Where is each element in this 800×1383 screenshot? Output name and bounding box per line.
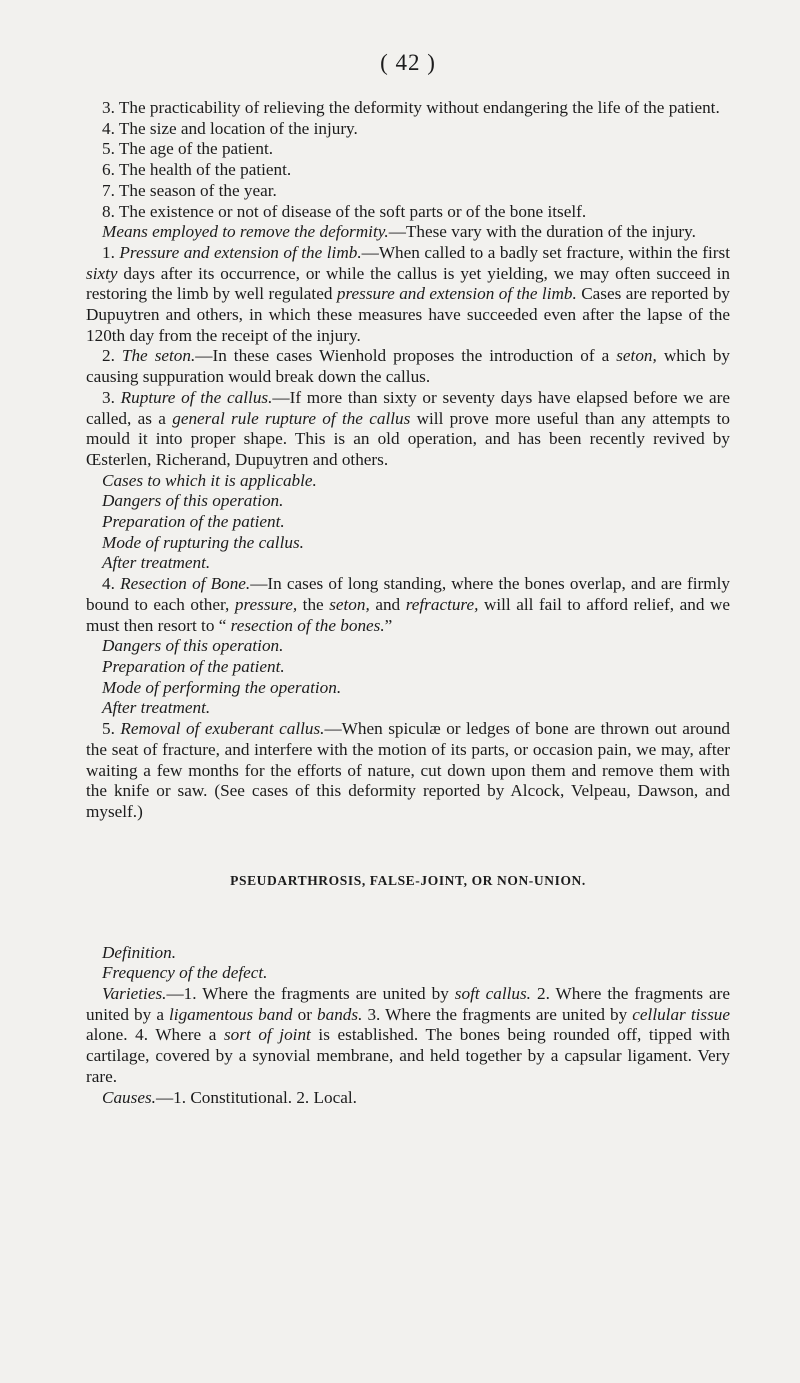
varieties-text: 2. Where the fragments are united by a xyxy=(86,984,731,1024)
subheading-dangers: Dangers of this operation. xyxy=(102,491,284,511)
section-heading: PSEUDARTHROSIS, FALSE-JOINT, OR NON-UNION. xyxy=(230,872,586,888)
varieties-text: —1. Where the fragments are united by xyxy=(166,984,455,1004)
method-1-number: 1. xyxy=(102,242,120,262)
varieties-emphasis: bands. xyxy=(317,1004,363,1024)
method-4-emphasis: pressure, xyxy=(234,594,298,614)
body-text xyxy=(86,98,730,1108)
method-4-emphasis: resection of the bones. xyxy=(230,615,385,635)
subheading-cases: Cases to which it is applicable. xyxy=(102,470,317,490)
list-item-7: 7. The season of the year. xyxy=(102,180,277,200)
method-2-emphasis: seton, xyxy=(616,346,657,366)
subheading-after-treatment: After treatment. xyxy=(102,698,211,718)
method-1-text: days after its occurrence, or while the callus is yet yielding, we may often succeed in restoring the limb by well regulated xyxy=(86,263,730,304)
method-4-text: will all fail to afford relief, and we must then resort to “ xyxy=(86,594,731,635)
subheading-preparation: Preparation of the patient. xyxy=(102,512,285,532)
method-1-text: —When called to a badly set fracture, within the first xyxy=(361,242,730,262)
list-item-3: 3. The practicability of relieving the deformity without endangering the life of the patient. xyxy=(102,98,720,117)
method-1-emphasis: sixty xyxy=(86,263,118,283)
varieties-emphasis: sort of joint xyxy=(223,1025,311,1045)
means-paragraph xyxy=(86,222,730,243)
method-4-number: 4. xyxy=(102,574,121,594)
method-3-text: —If more than sixty or seventy days have elapsed before we are called, as a xyxy=(86,387,730,428)
page-number: ( 42 ) xyxy=(380,50,436,75)
varieties-emphasis: ligamentous band xyxy=(169,1004,293,1024)
method-4-text: —In cases of long standing, where the bones overlap, and are firmly bound to each other, xyxy=(86,574,731,614)
causes-paragraph xyxy=(86,1088,730,1109)
varieties-text: is established. The bones being rounded off, tipped with cartilage, covered by a synovial membrane, and held together by a capsular ligament. Very rare. xyxy=(86,1025,730,1086)
method-1-emphasis: pressure and extension of the limb. xyxy=(336,284,577,304)
method-3-paragraph xyxy=(86,388,730,471)
method-5-title: Removal of exuberant callus. xyxy=(120,719,325,739)
subheading-after-treatment: After treatment. xyxy=(102,553,211,573)
method-3-title: Rupture of the callus. xyxy=(120,387,273,407)
list-item-5: 5. The age of the patient. xyxy=(102,139,274,159)
method-4-text: and xyxy=(369,594,406,614)
method-1-text: Cases are reported by Dupuytren and others, in which these measures have succeeded even after the lapse of the 120th day from the receipt of the injury. xyxy=(86,284,731,345)
varieties-text: 3. Where the fragments are united by xyxy=(362,1004,633,1024)
method-1-title: Pressure and extension of the limb. xyxy=(119,242,362,262)
method-3-text: will prove more useful than any attempts to mould it into proper shape. This is an old operation, and has been recently revived by Œsterlen, Richerand, Dupuytren and others. xyxy=(86,408,730,469)
method-4-title: Resection of Bone. xyxy=(120,574,251,594)
list-item-4: 4. The size and location of the injury. xyxy=(102,118,358,138)
varieties-paragraph xyxy=(86,984,730,1088)
method-2-number: 2. xyxy=(102,346,122,366)
method-4-emphasis: seton, xyxy=(329,594,370,614)
varieties-text: or xyxy=(292,1004,317,1024)
subheading-definition: Definition. xyxy=(102,942,176,962)
means-label: Means employed to remove the deformity. xyxy=(102,222,389,242)
method-5-number: 5. xyxy=(102,719,121,739)
method-4-paragraph xyxy=(86,574,730,636)
method-1-paragraph xyxy=(86,243,730,347)
method-4-text: ” xyxy=(384,615,393,635)
subheading-frequency: Frequency of the defect. xyxy=(102,963,268,983)
method-2-title: The seton. xyxy=(121,346,196,366)
method-4-emphasis: refracture, xyxy=(405,594,479,614)
subheading-mode: Mode of performing the operation. xyxy=(102,677,342,697)
subheading-mode: Mode of rupturing the callus. xyxy=(102,532,304,552)
subheading-dangers: Dangers of this operation. xyxy=(102,636,284,656)
means-text: —These vary with the duration of the injury. xyxy=(388,222,696,242)
causes-label: Causes. xyxy=(102,1087,156,1107)
method-2-paragraph xyxy=(86,346,730,387)
list-item-8: 8. The existence or not of disease of the soft parts or of the bone itself. xyxy=(102,201,587,221)
method-4-text: the xyxy=(297,594,330,614)
varieties-emphasis: cellular tissue xyxy=(632,1004,730,1024)
varieties-label: Varieties. xyxy=(102,984,167,1004)
subheading-preparation: Preparation of the patient. xyxy=(102,656,285,676)
method-2-text: —In these cases Wienhold proposes the introduction of a xyxy=(195,346,617,366)
method-2-text: which by causing suppuration would break down the callus. xyxy=(86,346,731,387)
list-item-6: 6. The health of the patient. xyxy=(102,160,292,180)
varieties-emphasis: soft callus. xyxy=(454,984,531,1004)
method-5-paragraph xyxy=(86,719,730,823)
method-3-emphasis: general rule rupture of the callus xyxy=(172,408,411,428)
method-3-number: 3. xyxy=(102,387,121,407)
varieties-text: alone. 4. Where a xyxy=(86,1025,224,1045)
causes-text: —1. Constitutional. 2. Local. xyxy=(155,1087,357,1107)
method-5-text: —When spiculæ or ledges of bone are thrown out around the seat of fracture, and interfere with the motion of its parts, or occasion pain, we may, after waiting a few months for the efforts of nature, cut down upon them and remove them with the knife or saw. (See cases of this deformity reported by Alcock, Velpeau, Dawson, and myself.) xyxy=(86,719,731,821)
